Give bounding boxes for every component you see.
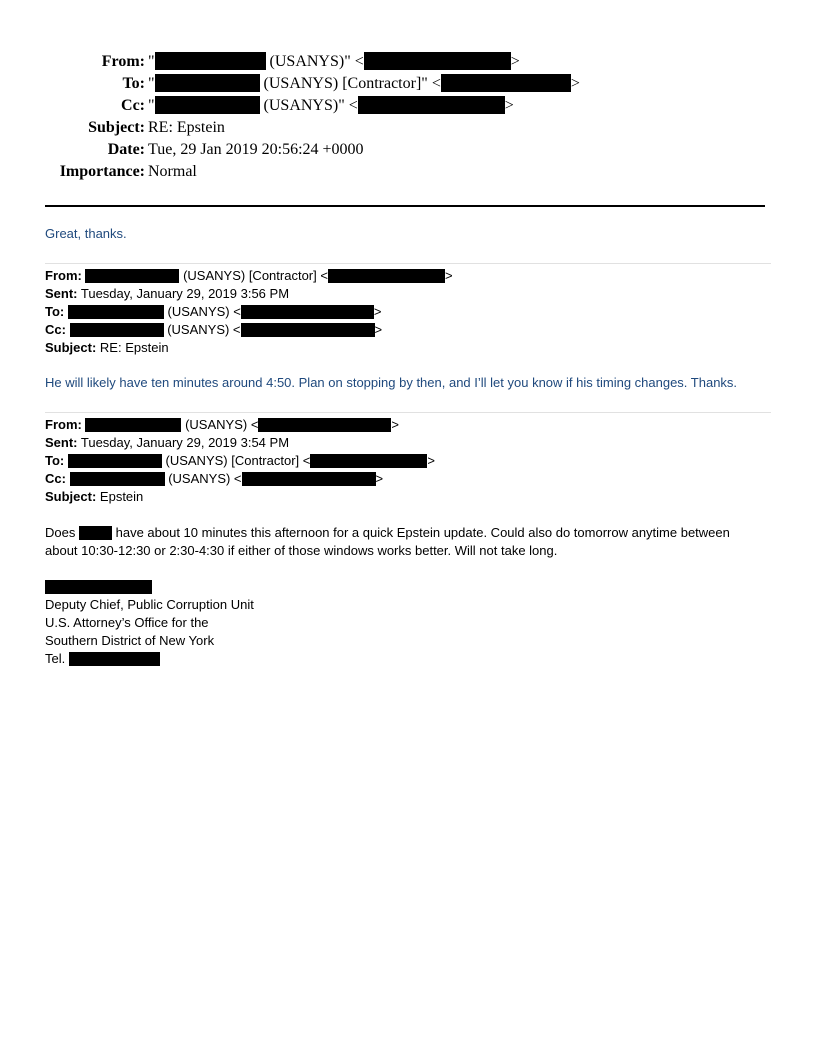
msg2-cc-line: Cc: (USANYS) < > [45,471,384,486]
header-importance-row [0,161,816,183]
header-divider [45,205,765,207]
signature-office-2: Southern District of New York [45,633,215,648]
redacted-email [241,305,374,319]
msg1-cc-line: Cc: (USANYS) < > [45,322,383,337]
redacted-sender-email [364,52,511,70]
msg2-from-line: From: (USANYS) < > [45,417,400,432]
redacted-email [310,454,427,468]
to-label: To: [122,75,145,92]
msg2-body-line-2: about 10:30-12:30 or 2:30-4:30 if either of those windows works better. Will not take long. [45,543,558,558]
quoted-divider-2 [45,412,771,413]
redacted-name [85,269,179,283]
redacted-name [85,418,181,432]
redacted-name [70,323,164,337]
redacted-email [242,472,376,486]
msg1-to-line: To: (USANYS) < > [45,304,382,319]
header-cc-row: Cc: " (USANYS)" < > [0,95,816,117]
redacted-recipient-name [155,74,260,92]
header-date-row [0,139,816,161]
reply-text: Great, thanks. [45,226,127,241]
subject-label: Subject: [88,119,145,136]
date-label: Date: [107,141,145,158]
subject-value: RE: Epstein [148,119,225,136]
header-to-row: To: " (USANYS) [Contractor]" < > [0,73,816,95]
redacted-email [241,323,375,337]
redacted-email [328,269,445,283]
msg2-body-line-1: Does have about 10 minutes this afternoon for a quick Epstein update. Could also do tomorrow anytime between [45,525,730,540]
msg1-subject-line: Subject: RE: Epstein [45,340,169,355]
from-label: From: [101,53,145,70]
signature-title: Deputy Chief, Public Corruption Unit [45,597,254,612]
redacted-signature-name [45,580,152,594]
redacted-cc-name [155,96,260,114]
redacted-name [68,305,164,319]
redacted-cc-email [358,96,505,114]
quoted-divider-1 [45,263,771,264]
cc-label: Cc: [121,97,145,114]
redacted-name [70,472,165,486]
importance-label: Importance: [59,163,145,180]
redacted-sender-name [155,52,266,70]
redacted-name [68,454,162,468]
msg2-to-line: To: (USANYS) [Contractor] < > [45,453,435,468]
header-subject-row [0,117,816,139]
redacted-name [79,526,112,540]
msg1-body: He will likely have ten minutes around 4:50. Plan on stopping by then, and I’ll let you know if his timing changes. Thanks. [45,375,738,390]
msg2-sent-line: Sent: Tuesday, January 29, 2019 3:54 PM [45,435,290,450]
importance-value: Normal [148,163,197,180]
msg2-subject-line: Subject: Epstein [45,489,144,504]
signature-name [45,578,152,596]
redacted-phone [69,652,160,666]
signature-office-1: U.S. Attorney’s Office for the [45,615,209,630]
redacted-email [258,418,391,432]
redacted-recipient-email [441,74,571,92]
date-value: Tue, 29 Jan 2019 20:56:24 +0000 [148,141,364,158]
header-from-row: From: " (USANYS)" < > [0,51,816,73]
msg1-from-line: From: (USANYS) [Contractor] < > [45,268,453,283]
signature-tel: Tel. [45,650,160,668]
msg1-sent-line: Sent: Tuesday, January 29, 2019 3:56 PM [45,286,290,301]
email-header [0,51,816,183]
